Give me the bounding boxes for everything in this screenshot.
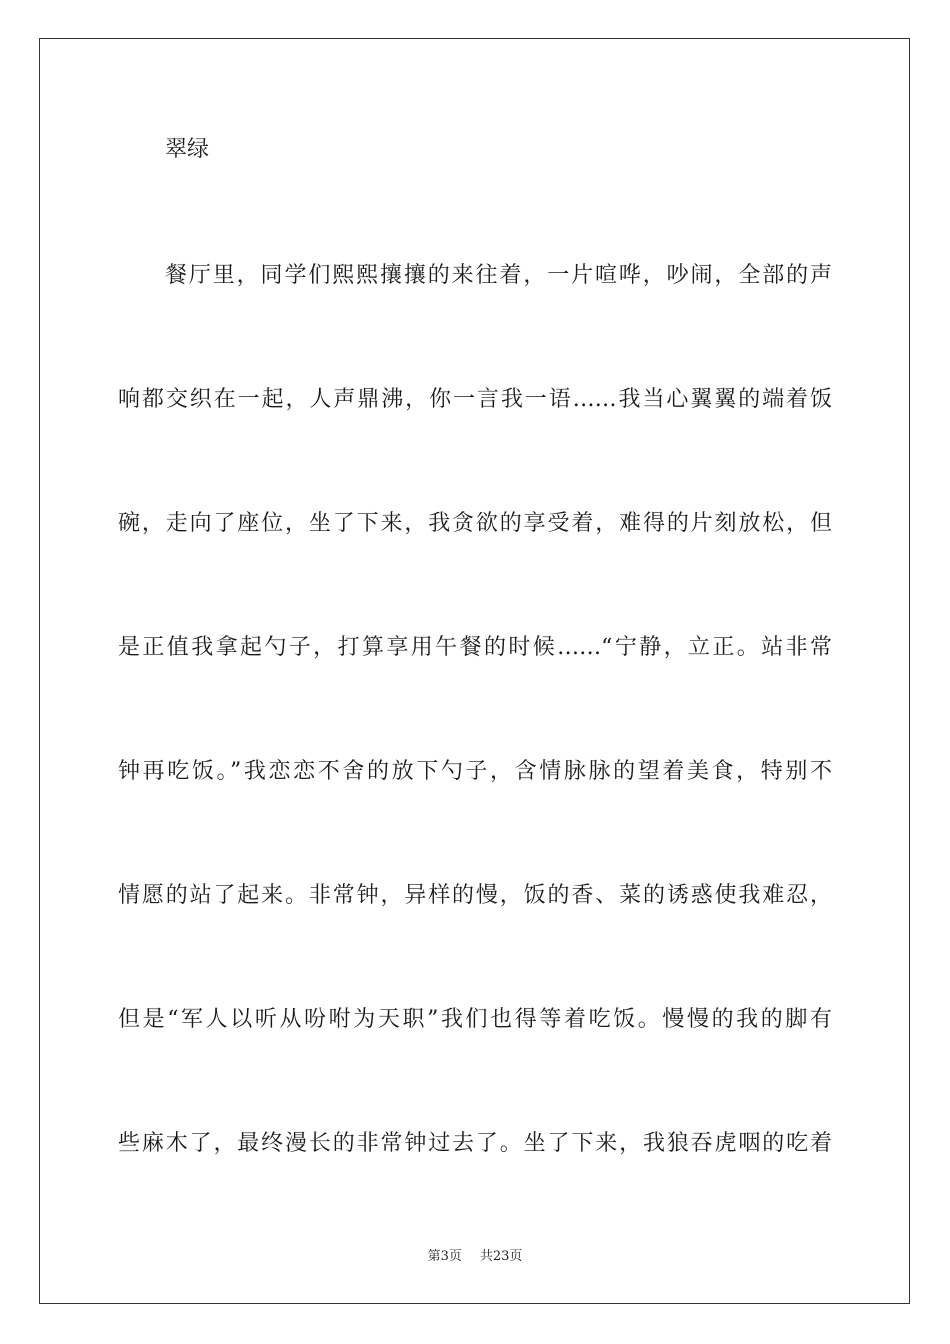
- body-line-5: 钟再吃饭。”我恋恋不舍的放下勺子，含情脉脉的望着美食，特别不: [118, 759, 832, 784]
- body-line-3: 碗，走向了座位，坐了下来，我贪欲的享受着，难得的片刻放松，但: [118, 511, 832, 536]
- section-heading: 翠绿: [165, 137, 210, 162]
- page-border: [39, 38, 910, 1304]
- page-footer: [0, 1248, 950, 1266]
- page-number: 第3页: [427, 1249, 462, 1264]
- body-line-6: 情愿的站了起来。非常钟，异样的慢，饭的香、菜的诱惑使我难忍，: [118, 883, 832, 908]
- page-total: 共23页: [479, 1249, 523, 1264]
- body-line-4: 是正值我拿起勺子，打算享用午餐的时候……“宁静，立正。站非常: [118, 635, 832, 660]
- body-line-1: 餐厅里，同学们熙熙攘攘的来往着，一片喧哗，吵闹，全部的声: [165, 263, 832, 288]
- body-line-7: 但是“军人以听从吩咐为天职”我们也得等着吃饭。慢慢的我的脚有: [118, 1007, 832, 1032]
- body-line-8: 些麻木了，最终漫长的非常钟过去了。坐了下来，我狼吞虎咽的吃着: [118, 1131, 832, 1156]
- body-line-2: 响都交织在一起，人声鼎沸，你一言我一语……我当心翼翼的端着饭: [118, 387, 832, 412]
